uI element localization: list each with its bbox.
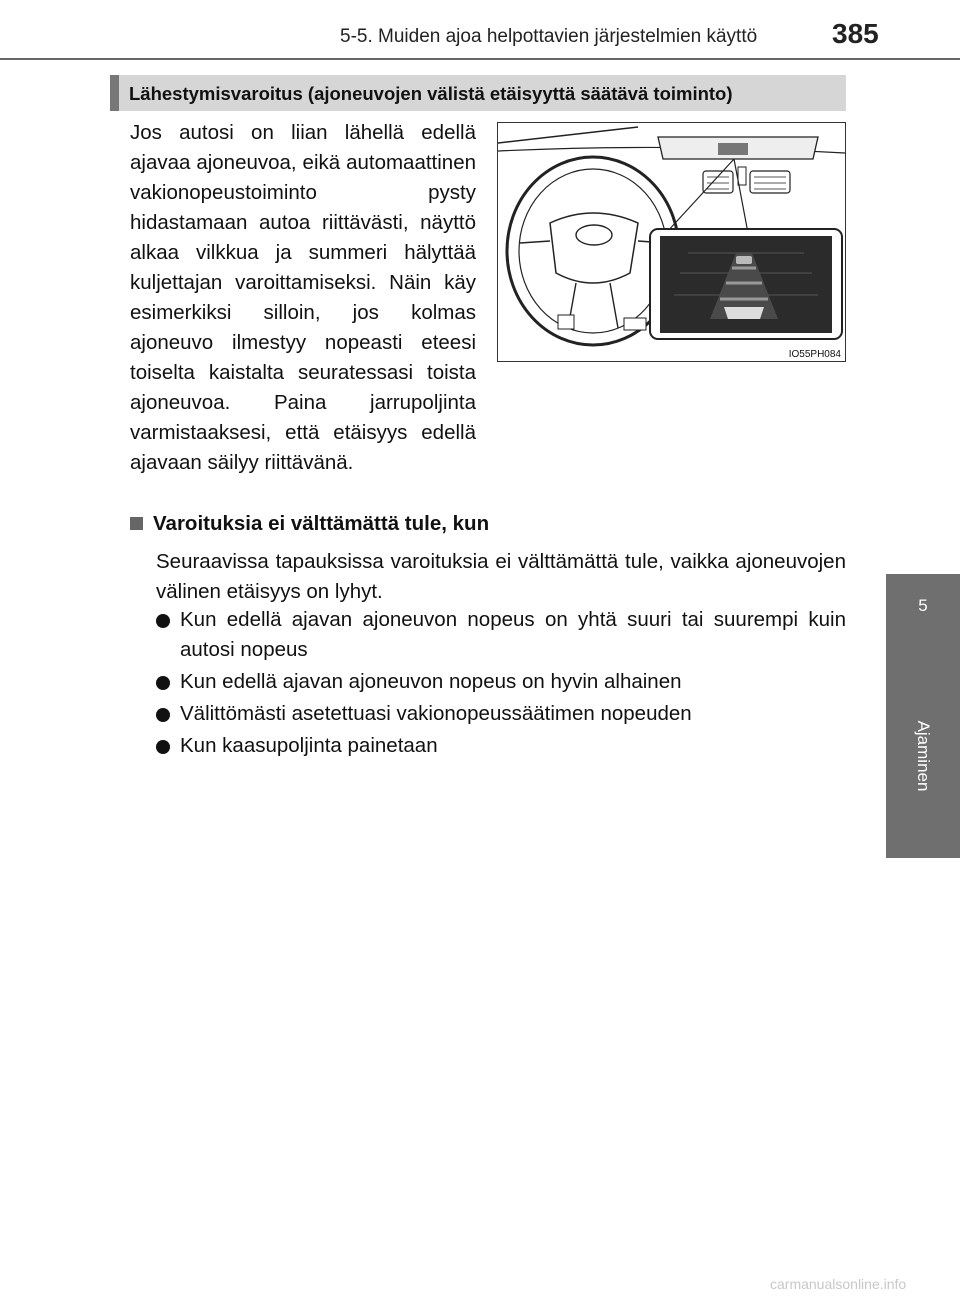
header-rule <box>0 58 960 60</box>
watermark: carmanualsonline.info <box>770 1276 907 1292</box>
list-item: Kun edellä ajavan ajoneuvon nopeus on yhtä suuri tai suurempi kuin autosi nopeus <box>156 605 846 665</box>
square-bullet-icon <box>130 517 143 530</box>
header-title: 5-5. Muiden ajoa helpottavien järjestelmien käyttö <box>340 26 758 47</box>
bullet-icon <box>156 676 170 690</box>
intro-paragraph: Jos autosi on liian lähellä edellä ajavaa ajoneuvoa, eikä automaattinen vakionopeustoiminto pysty hidastamaan autoa riittävästi, näyttö alkaa vilkkua ja summeri hälyttää kuljettajan varoittamiseksi. Näin käy esimerkiksi silloin, jos kolmas ajoneuvo ilmestyy nopeasti eteesi toiselta kaistalta seuratessasi toista ajoneuvoa. Paina jarrupoljinta varmistaaksesi, että etäisyys edellä ajavaan säilyy riittävänä. <box>130 121 476 474</box>
subsection-paragraph: Seuraavissa tapauksissa varoituksia ei välttämättä tule, vaikka ajoneuvojen välinen etäisyys on lyhyt. <box>156 550 846 603</box>
subsection-heading <box>130 512 489 536</box>
bullet-icon <box>156 740 170 754</box>
dashboard-drawing <box>498 123 845 361</box>
list-item: Välittömästi asetettuasi vakionopeussäätimen nopeuden <box>156 699 846 729</box>
bullet-icon <box>156 614 170 628</box>
chapter-tab <box>886 574 960 858</box>
section-title: Lähestymisvaroitus (ajoneuvojen välistä etäisyyttä säätävä toiminto) <box>129 83 733 104</box>
condition-list <box>156 605 846 763</box>
list-item: Kun kaasupoljinta painetaan <box>156 731 846 761</box>
page-number: 385 <box>832 18 879 49</box>
dashboard-illustration <box>497 122 846 362</box>
section-title-bar <box>110 75 846 111</box>
chapter-number: 5 <box>918 596 928 615</box>
subsection-title: Varoituksia ei välttämättä tule, kun <box>153 512 490 535</box>
bullet-icon <box>156 708 170 722</box>
list-item: Kun edellä ajavan ajoneuvon nopeus on hyvin alhainen <box>156 667 846 697</box>
chapter-label: Ajaminen <box>914 720 933 792</box>
figure-code: IO55PH084 <box>788 349 841 360</box>
